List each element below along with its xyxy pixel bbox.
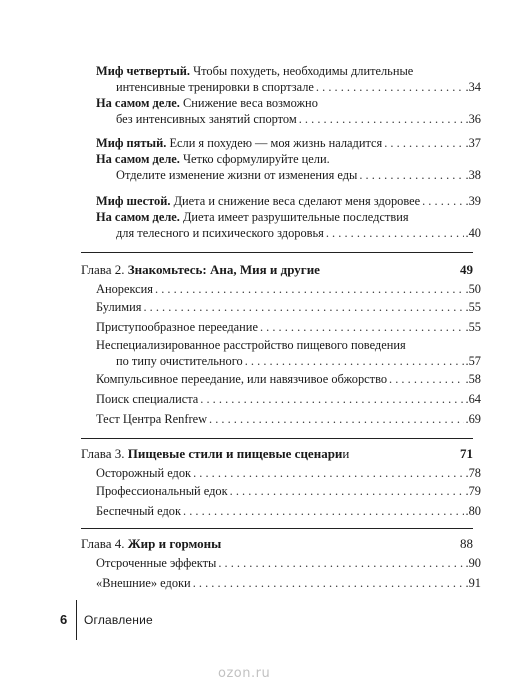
toc-entry-fact-1[interactable] xyxy=(96,96,318,111)
entry-page: .55 xyxy=(465,300,481,314)
toc-entry-myth-6[interactable] xyxy=(96,194,481,209)
leader-dots xyxy=(200,392,463,407)
entry-text: интенсивные тренировки в спортзале xyxy=(116,80,314,94)
leader-dots xyxy=(384,136,463,151)
entry-label: На самом деле. xyxy=(96,210,180,224)
entry-text: Отсроченные эффекты xyxy=(96,556,217,570)
chapter-heading-3[interactable] xyxy=(81,446,473,462)
entry-text: Тест Центра Renfrew xyxy=(96,412,208,426)
entry-page: .80 xyxy=(465,504,481,518)
footer-divider xyxy=(76,600,77,640)
entry-text: Профессиональный едок xyxy=(96,484,228,498)
leader-dots xyxy=(316,80,464,95)
entry-label: На самом деле. xyxy=(96,96,180,110)
entry-page: .36 xyxy=(465,112,481,126)
leader-dots xyxy=(389,372,463,387)
leader-dots xyxy=(218,556,463,571)
chapter-page: 49 xyxy=(460,262,473,277)
chapter-title: Глава 4. Жир и гормоны xyxy=(81,536,222,551)
entry-text: Диета имеет разрушительные последствия xyxy=(179,210,409,224)
toc-entry-cont[interactable] xyxy=(116,354,481,369)
chapter-heading-4[interactable] xyxy=(81,536,473,552)
toc-entry-fact-2[interactable] xyxy=(96,152,330,167)
toc-entry[interactable] xyxy=(96,372,481,387)
entry-page: .64 xyxy=(465,392,481,406)
toc-entry[interactable] xyxy=(96,466,481,481)
entry-text: Осторожный едок xyxy=(96,466,192,480)
watermark: ozon.ru xyxy=(218,666,271,681)
toc-entry[interactable] xyxy=(96,504,481,519)
chapter-title: Глава 2. Знакомьтесь: Ана, Мия и другие xyxy=(81,262,320,277)
toc-entry[interactable] xyxy=(96,556,481,571)
entry-text: Миф шестой. Диета и снижение веса сделают меня здоровее xyxy=(96,194,421,208)
chapter-divider xyxy=(81,438,473,439)
leader-dots xyxy=(155,282,463,297)
entry-label: Миф четвертый. xyxy=(96,64,190,78)
leader-dots xyxy=(299,112,464,127)
chapter-heading-2[interactable] xyxy=(81,262,473,278)
entry-text: Поиск специалиста xyxy=(96,392,199,406)
chapter-divider xyxy=(81,252,473,253)
chapter-title: Глава 3. Пищевые стили и пищевые сценарии xyxy=(81,446,350,461)
entry-text: Снижение веса возможно xyxy=(179,96,318,110)
chapter-page: 88 xyxy=(460,536,473,551)
leader-dots xyxy=(326,226,464,241)
entry-page: .91 xyxy=(465,576,481,590)
entry-page: .57 xyxy=(465,354,481,368)
entry-text: по типу очистительного xyxy=(116,354,243,368)
toc-entry-text[interactable]: Неспециализированное расстройство пищевого поведения xyxy=(96,338,406,352)
leader-dots xyxy=(193,576,464,591)
toc-entry-myth-5[interactable] xyxy=(96,136,481,151)
entry-page: .69 xyxy=(465,412,481,426)
entry-text: «Внешние» едоки xyxy=(96,576,191,590)
chapter-divider xyxy=(81,528,473,529)
leader-dots xyxy=(143,300,463,315)
entry-text: Миф пятый. Если я похудею — моя жизнь наладится xyxy=(96,136,383,150)
entry-page: .58 xyxy=(465,372,481,386)
entry-text: Четко сформулируйте цели. xyxy=(179,152,330,166)
leader-dots xyxy=(359,168,463,183)
toc-entry-myth-4-cont[interactable] xyxy=(116,80,481,95)
entry-text: без интенсивных занятий спортом xyxy=(116,112,297,126)
running-footer-label: Оглавление xyxy=(84,613,153,627)
leader-dots xyxy=(422,194,463,209)
entry-page: .40 xyxy=(465,226,481,240)
entry-page: .55 xyxy=(465,320,481,334)
entry-page: .50 xyxy=(465,282,481,296)
toc-entry-fact-2-cont[interactable] xyxy=(116,168,481,183)
toc-entry-myth-4[interactable] xyxy=(96,64,413,79)
toc-entry[interactable] xyxy=(96,392,481,407)
entry-text: Компульсивное переедание, или навязчивое обжорство xyxy=(96,372,388,386)
entry-page: .38 xyxy=(465,168,481,182)
toc-entry[interactable] xyxy=(96,320,481,335)
leader-dots xyxy=(245,354,464,369)
entry-text: Анорексия xyxy=(96,282,154,296)
toc-entry[interactable] xyxy=(96,282,481,297)
toc-entry-fact-1-cont[interactable] xyxy=(116,112,481,127)
toc-entry[interactable] xyxy=(96,412,481,427)
leader-dots xyxy=(260,320,464,335)
page-number: 6 xyxy=(60,612,68,627)
entry-page: .34 xyxy=(465,80,481,94)
chapter-page: 71 xyxy=(460,446,473,461)
entry-text: для телесного и психического здоровья xyxy=(116,226,324,240)
entry-text: Чтобы похудеть, необходимы длительные xyxy=(190,64,414,78)
entry-text: Отделите изменение жизни от изменения еды xyxy=(116,168,358,182)
toc-entry[interactable] xyxy=(96,300,481,315)
entry-page: .79 xyxy=(465,484,481,498)
leader-dots xyxy=(193,466,463,481)
leader-dots xyxy=(230,484,464,499)
toc-entry[interactable] xyxy=(96,576,481,591)
entry-page: .39 xyxy=(465,194,481,208)
entry-text: Беспечный едок xyxy=(96,504,182,518)
leader-dots xyxy=(183,504,463,519)
entry-page: .37 xyxy=(465,136,481,150)
toc-entry-fact-3-cont[interactable] xyxy=(116,226,481,241)
entry-label: На самом деле. xyxy=(96,152,180,166)
leader-dots xyxy=(209,412,463,427)
toc-entry[interactable] xyxy=(96,484,481,499)
entry-page: .78 xyxy=(465,466,481,480)
entry-text: Булимия xyxy=(96,300,142,314)
toc-entry-fact-3[interactable] xyxy=(96,210,409,225)
entry-page: .90 xyxy=(465,556,481,570)
entry-text: Приступообразное переедание xyxy=(96,320,258,334)
